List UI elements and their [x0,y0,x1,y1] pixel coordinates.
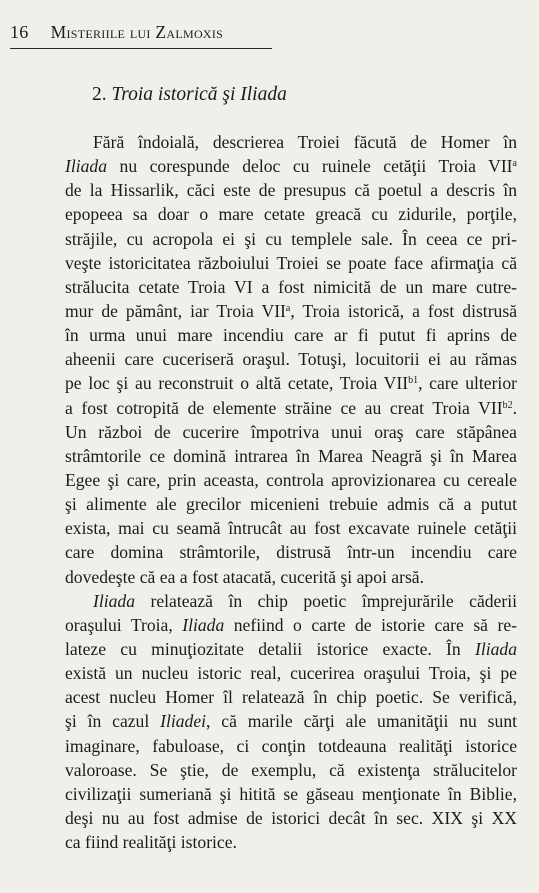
text-run: Un război de cucerire împotriva unui oraş care stăpânea [65,421,517,442]
text-line [65,154,517,178]
text-run: care domina strâmtorile, distrusă într-un incendiu care [65,542,517,563]
text-line [65,178,517,202]
text-run: . [512,397,517,418]
text-run: şi în cazul [65,711,161,732]
section-title: Troia istorică şi Iliada [111,84,287,105]
text-line [65,589,517,613]
text-line [65,396,517,420]
text-run: de la Hissarlik, căci este de presupus că poetul a descris în [65,180,517,201]
text-line [65,830,517,854]
text-run: pe loc şi au reconstruit o altă cetate, Troia VII [65,373,409,394]
text-run: , Troia istorică, a fost distrusă [290,300,517,321]
text-line [65,637,517,661]
text-line [65,251,517,275]
text-run: a fost cotropită de elemente străine ce au creat Troia VII [65,397,503,418]
text-line [65,661,517,685]
paragraph [65,589,517,855]
superscript: a [285,302,291,314]
section-number: 2. [92,84,107,105]
text-run: există un nucleu istoric real, cucerirea oraşului Troia, şi pe [65,663,517,684]
italic-title: Iliada [474,638,517,659]
text-run: în urma unui mare incendiu care ar fi putut fi aprins de [65,325,517,346]
paragraph [65,130,517,589]
text-run: nu corespunde deloc cu ruinele cetăţii Troia VII [107,156,513,177]
section-heading [92,84,287,106]
text-run: deşi nu au fost admise de istorici decât în sec. XIX şi XX [65,807,517,828]
page-number: 16 [10,22,29,42]
text-line [65,516,517,540]
text-line [65,758,517,782]
text-line [65,227,517,251]
text-line [65,130,517,154]
text-line [65,613,517,637]
italic-title: Iliadei [160,711,207,732]
text-run: oraşului Troia, [65,614,183,635]
running-header [10,22,272,49]
text-line [65,734,517,758]
text-line [65,202,517,226]
text-run: , care ulterior [418,373,517,394]
text-run: aheenii care cuceriseră oraşul. Totuşi, locuitorii ei au rămas [65,349,517,370]
text-line [65,371,517,395]
text-run: valoroase. Se ştie, de exemplu, că existenţa strălucitelor [65,759,517,780]
text-run: civilizaţii sumeriană şi hitită se găseau menţionate în Biblie, [65,783,517,804]
text-line [65,275,517,299]
text-run: şi alimente ale grecilor micenieni trebuie admis că a putut [65,494,517,515]
text-line [65,565,517,589]
text-run: , că marile cărţi ale umanităţii nu sunt [206,711,517,732]
text-run: nefiind o carte de istorie care să re- [224,614,517,635]
superscript: b2 [502,399,513,411]
text-run: ca fiind realităţi istorice. [65,832,237,853]
text-line [65,323,517,347]
text-run: dovedeşte că ea a fost atacată, cucerită şi apoi arsă. [65,566,425,587]
text-line [65,444,517,468]
text-line [65,685,517,709]
text-run: lateze cu minuţiozitate detalii istorice exacte. În [65,638,475,659]
text-run: strâmtorile ce domină intrarea în Marea Neagră şi în Marea [65,445,517,466]
text-line [65,782,517,806]
text-line [65,540,517,564]
running-title: Misteriile lui Zalmoxis [50,22,224,42]
text-run: exista, mai cu seamă întrucât au fost excavate ruinele cetăţii [65,518,517,539]
text-run: relatează în chip poetic împrejurările căderii [135,590,517,611]
text-run: acest nucleu Homer îl relatează în chip poetic. Se verifică, [65,687,517,708]
text-line [65,709,517,733]
text-run: Fără îndoială, descrierea Troiei făcută de Homer în [93,132,517,152]
text-line [65,420,517,444]
superscript: a [512,158,517,170]
text-line [65,492,517,516]
text-run: veşte istoricitatea războiului Troiei se poate face afirmaţia că [65,252,517,273]
text-line [65,806,517,830]
italic-title: Iliada [182,614,225,635]
text-run: Egee şi care, prin aceasta, controla aprovizionarea cu cereale [65,469,517,490]
text-run: mur de pământ, iar Troia VII [65,300,286,321]
text-run: epopeea sa doar o mare cetate greacă cu zidurile, porţile, [65,204,517,225]
text-line [65,468,517,492]
text-line [65,347,517,371]
text-run: imaginare, fabuloase, ci conţin totdeauna realităţi istorice [65,735,517,756]
italic-title: Iliada [93,590,136,611]
text-run: străjile, cu acropola ei şi cu templele sale. În ceea ce pri- [65,228,517,249]
body-text [65,130,517,854]
text-line [65,299,517,323]
italic-title: Iliada [65,156,108,177]
text-run: strălucita cetate Troia VI a fost nimicită de un mare cutre- [65,276,517,297]
superscript: b1 [408,375,419,387]
